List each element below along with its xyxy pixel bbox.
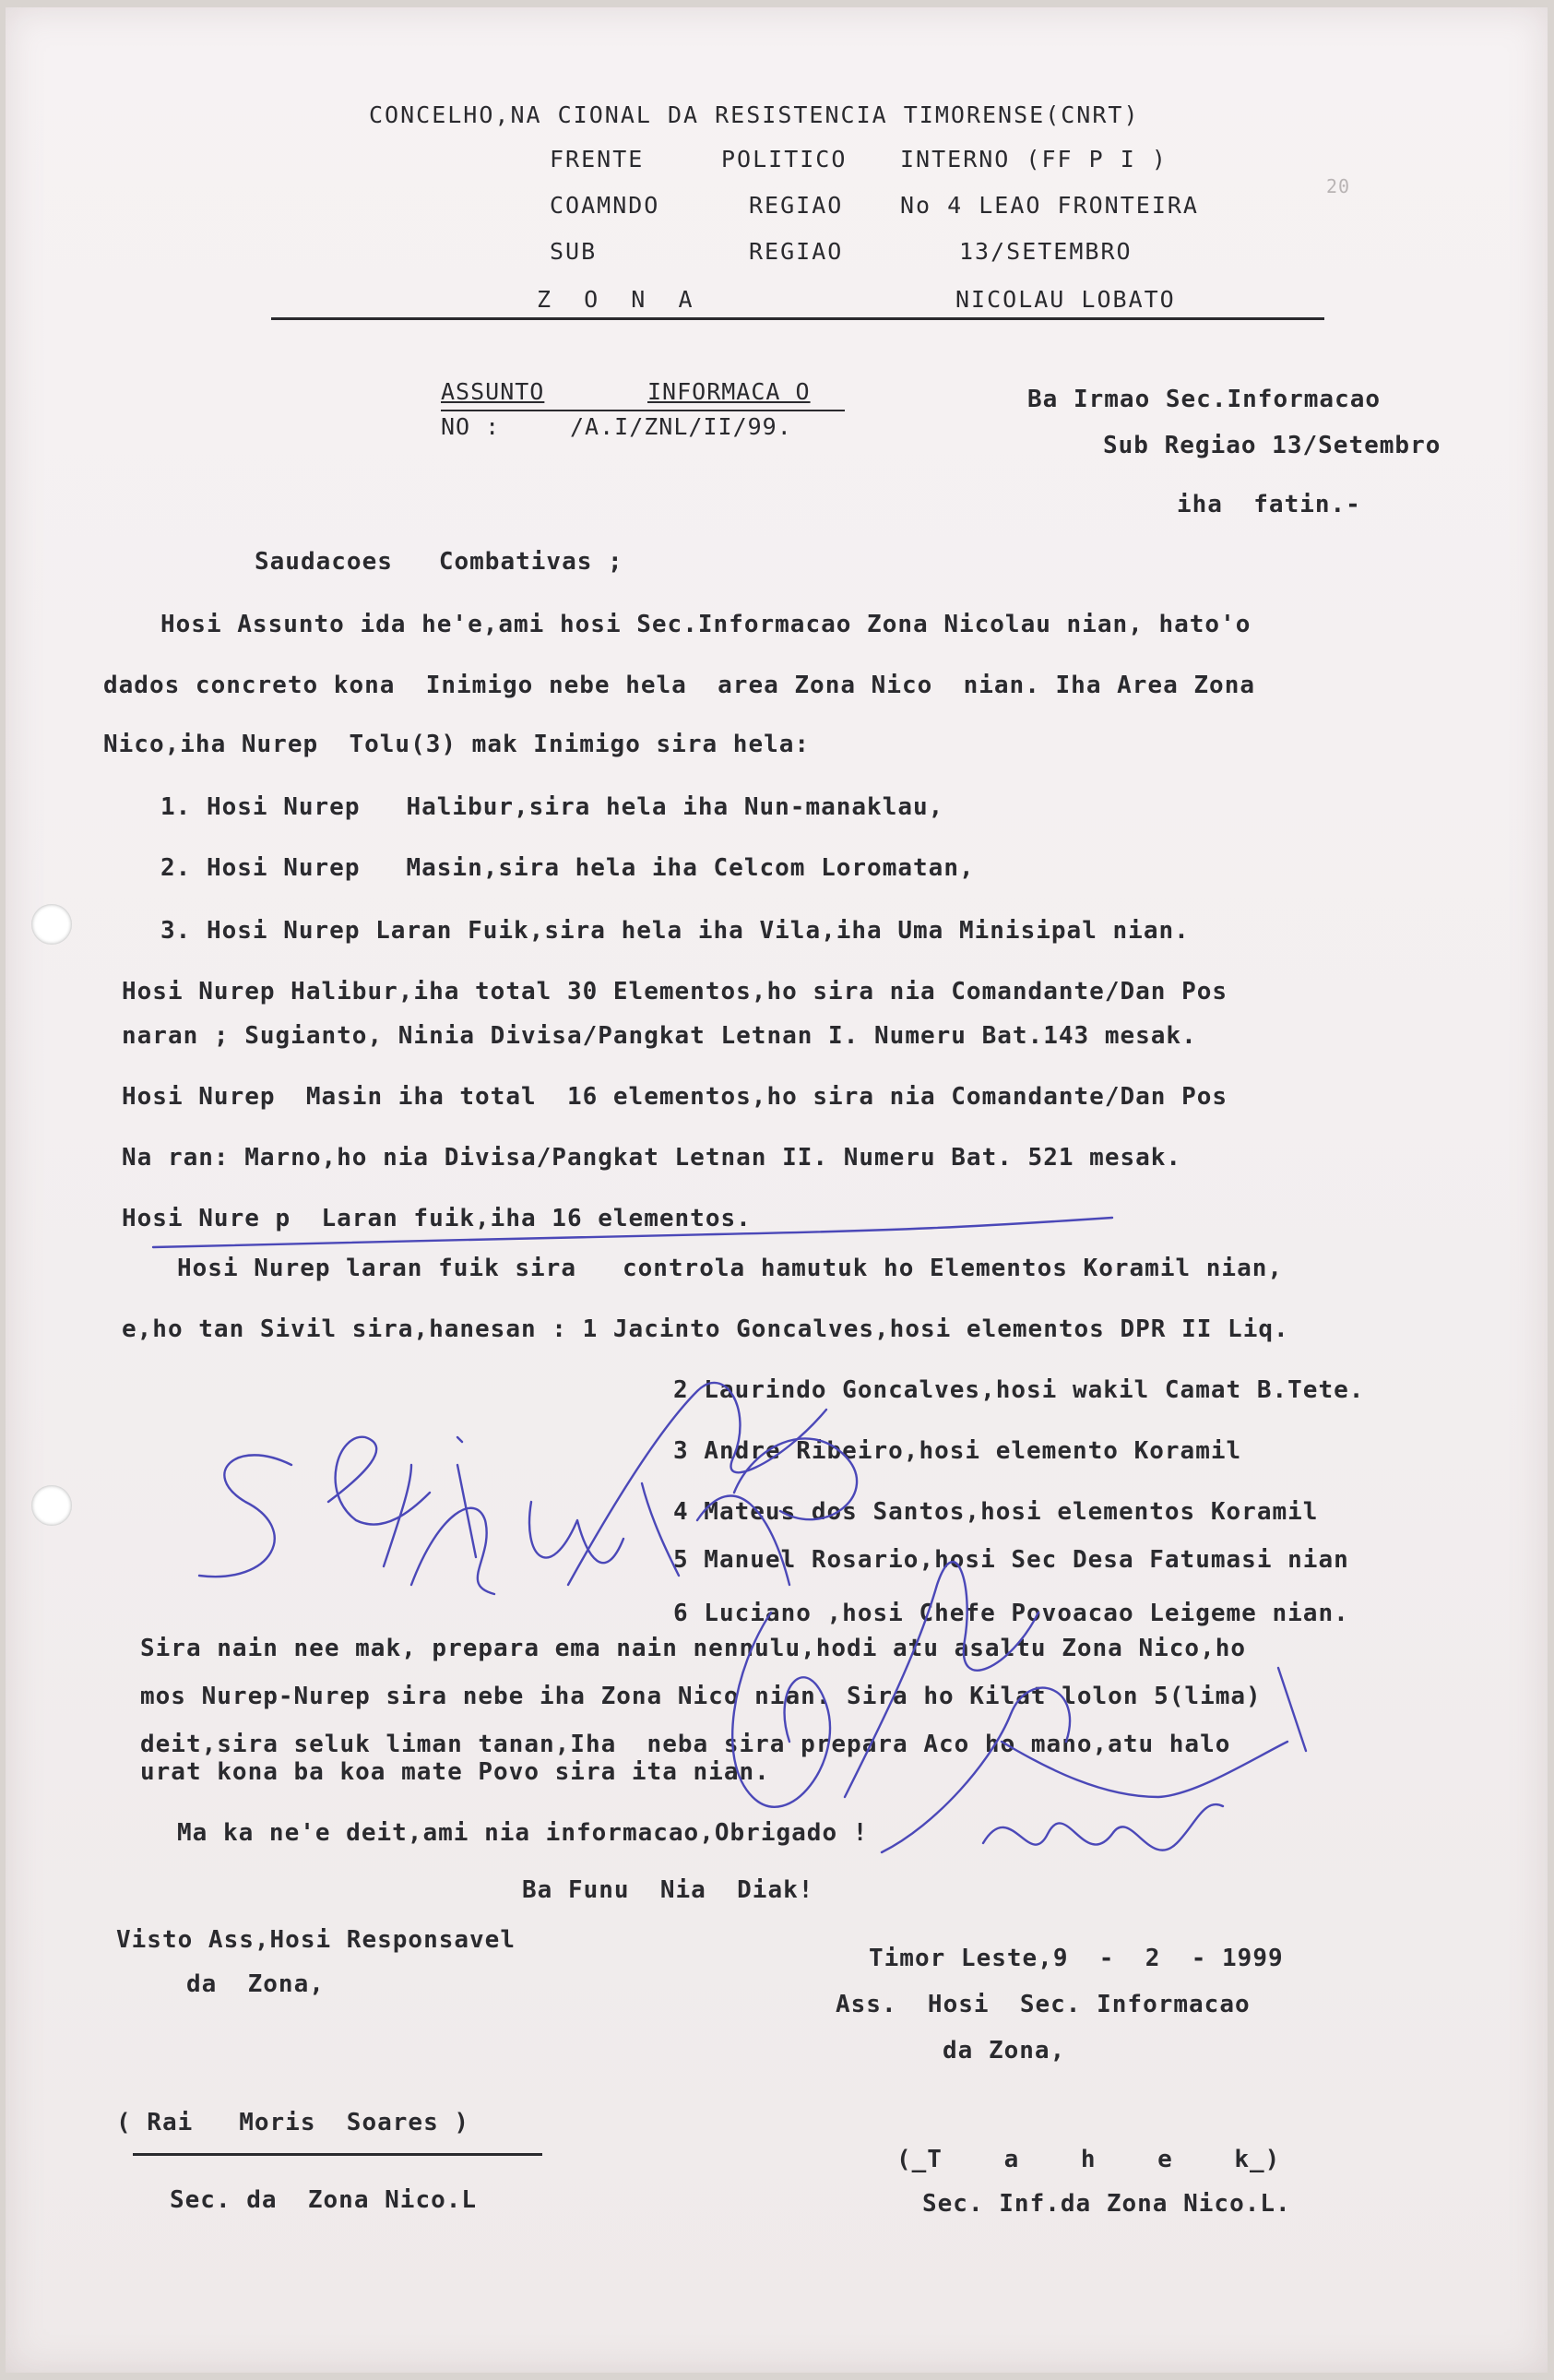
subject-underline [441, 410, 845, 411]
letterhead-row4-col2: REGIAO [749, 238, 844, 265]
body-line-20: mos Nurep-Nurep sira nebe iha Zona Nico nian. Sira ho Kilat lolon 5(lima) [140, 1683, 1262, 1710]
handwritten-underline [144, 1207, 1121, 1262]
civilian-4: 4 Mateus dos Santos,hosi elementos Koramil [673, 1498, 1319, 1526]
letterhead-row2-col2: POLITICO [721, 146, 848, 173]
body-line-12: Hosi Nurep laran fuik sira controla hamutuk ho Elementos Koramil nian, [177, 1255, 1284, 1282]
margin-note: 20 [1326, 175, 1351, 197]
left-signatory-name: ( Rai Moris Soares ) [116, 2109, 470, 2136]
punch-hole-top [31, 904, 72, 945]
closing-salute: Ba Funu Nia Diak! [522, 1876, 814, 1904]
list-item-3: 3. Hosi Nurep Laran Fuik,sira hela iha Vila,iha Uma Minisipal nian. [160, 917, 1190, 945]
letterhead-row4-col1: SUB [550, 238, 598, 265]
list-item-1: 1. Hosi Nurep Halibur,sira hela iha Nun-manaklau, [160, 793, 944, 821]
visto-line1: Visto Ass,Hosi Responsavel [116, 1926, 516, 1954]
place-date: Timor Leste,9 - 2 - 1999 [869, 1945, 1284, 1972]
civilian-5: 5 Manuel Rosario,hosi Sec Desa Fatumasi nian [673, 1546, 1349, 1574]
body-line-8: naran ; Sugianto, Ninia Divisa/Pangkat Letnan I. Numeru Bat.143 mesak. [122, 1022, 1197, 1050]
civilian-3: 3 Andre Ribeiro,hosi elemento Koramil [673, 1437, 1242, 1465]
body-line-21: deit,sira seluk liman tanan,Iha neba sira prepara Aco ho mano,atu halo [140, 1731, 1231, 1758]
right-sign-line2: da Zona, [943, 2037, 1066, 2065]
letterhead-row4-col3: 13/SETEMBRO [959, 238, 1133, 265]
recipient-line1: Ba Irmao Sec.Informacao [1027, 386, 1382, 413]
body-line-11: Hosi Nure p Laran fuik,iha 16 elementos. [122, 1205, 752, 1232]
document-page [6, 7, 1548, 2373]
greeting: Saudacoes Combativas ; [255, 548, 623, 576]
right-signatory-name: (_T a h e k_) [896, 2146, 1281, 2173]
body-line-1: Hosi Assunto ida he'e,ami hosi Sec.Informacao Zona Nicolau nian, hato'o [160, 611, 1252, 638]
body-line-9: Hosi Nurep Masin iha total 16 elementos,ho sira nia Comandante/Dan Pos [122, 1083, 1228, 1111]
body-line-7: Hosi Nurep Halibur,iha total 30 Elementos,ho sira nia Comandante/Dan Pos [122, 978, 1228, 1006]
civilian-6: 6 Luciano ,hosi Chefe Povoacao Leigeme nian. [673, 1600, 1349, 1627]
body-line-19: Sira nain nee mak, prepara ema nain nennulu,hodi atu asaltu Zona Nico,ho [140, 1635, 1247, 1662]
body-line-23: Ma ka ne'e deit,ami nia informacao,Obrigado ! [177, 1819, 869, 1847]
letterhead-row3-col2: REGIAO [749, 192, 844, 219]
letterhead-zona-name: NICOLAU LOBATO [955, 286, 1176, 313]
body-line-10: Na ran: Marno,ho nia Divisa/Pangkat Letnan II. Numeru Bat. 521 mesak. [122, 1144, 1182, 1172]
body-line-22: urat kona ba koa mate Povo sira ita nian. [140, 1758, 770, 1786]
left-signatory-title: Sec. da Zona Nico.L [170, 2186, 478, 2214]
letterhead-rule [271, 317, 1324, 320]
punch-hole-bottom [31, 1485, 72, 1526]
body-line-3: Nico,iha Nurep Tolu(3) mak Inimigo sira hela: [103, 731, 811, 758]
letterhead-zona: Z O N A [537, 286, 694, 313]
list-item-2: 2. Hosi Nurep Masin,sira hela iha Celcom Loromatan, [160, 854, 975, 882]
left-signature-rule [133, 2153, 542, 2156]
civilian-2: 2 Laurindo Goncalves,hosi wakil Camat B.Tete. [673, 1376, 1365, 1404]
body-line-2: dados concreto kona Inimigo nebe hela area Zona Nico nian. Iha Area Zona [103, 672, 1255, 699]
letterhead-row3-col1: COAMNDO [550, 192, 660, 219]
right-signatory-title: Sec. Inf.da Zona Nico.L. [922, 2190, 1291, 2218]
reference-label: NO : [441, 413, 501, 440]
letterhead-row2-col1: FRENTE [550, 146, 645, 173]
visto-line2: da Zona, [186, 1970, 325, 1998]
subject-label: ASSUNTO [441, 378, 545, 405]
right-sign-line1: Ass. Hosi Sec. Informacao [836, 1991, 1251, 2018]
letterhead-row2-col3: INTERNO (FF P I ) [900, 146, 1168, 173]
handwritten-annotation [181, 1280, 1380, 2000]
recipient-line2: Sub Regiao 13/Setembro [1103, 432, 1441, 459]
body-line-13: e,ho tan Sivil sira,hanesan : 1 Jacinto Goncalves,hosi elementos DPR II Liq. [122, 1315, 1289, 1343]
letterhead-title: CONCELHO,NA CIONAL DA RESISTENCIA TIMORENSE(CNRT) [369, 101, 1140, 128]
recipient-line3: iha fatin.- [1177, 491, 1361, 518]
subject-value: INFORMACA O [647, 378, 811, 405]
letterhead-row3-col3: No 4 LEAO FRONTEIRA [900, 192, 1199, 219]
reference-number: /A.I/ZNL/II/99. [570, 413, 792, 440]
